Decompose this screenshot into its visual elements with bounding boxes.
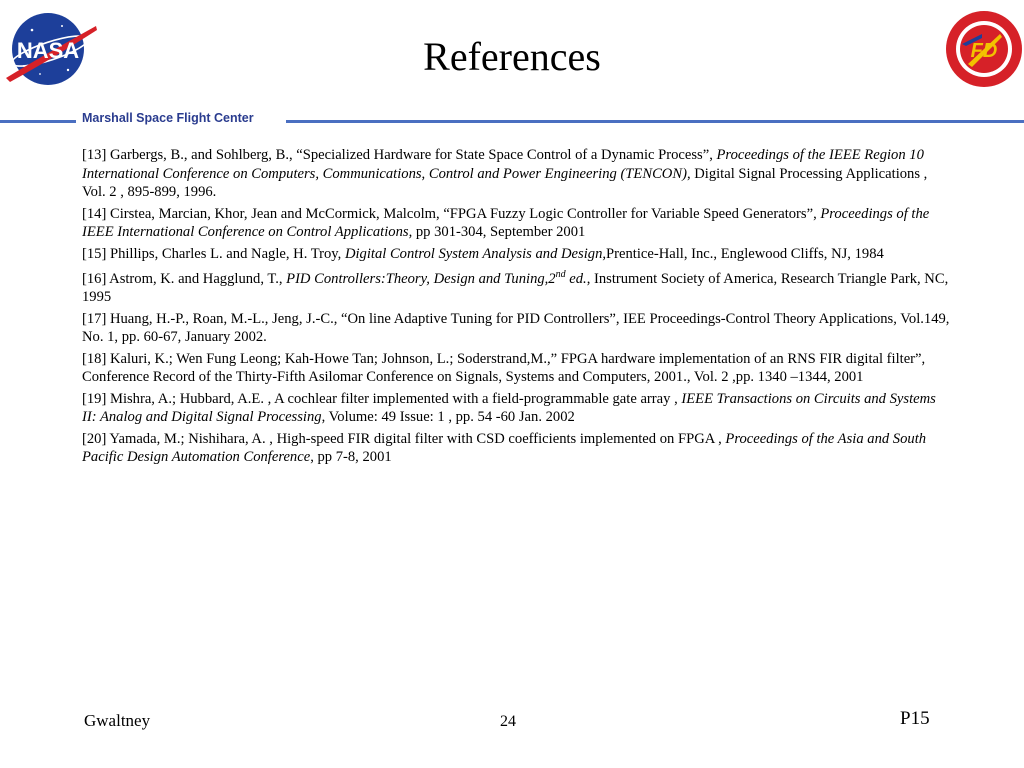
reference-item [82,310,954,347]
reference-text: [16] Astrom, K. and Hagglund, T., [82,270,287,287]
header-divider-right [286,120,1024,123]
fd-logo-wordmark: FD [970,40,998,62]
reference-text: [19] Mishra, A.; Hubbard, A.E. , A cochlear filter implemented with a field-programmable gate array , [82,390,682,407]
reference-italic-text: PID Controllers:Theory, Design and Tuning,2 [286,270,556,287]
reference-list [82,146,954,470]
reference-text: [17] Huang, H.-P., Roan, M.-L., Jeng, J.-C., “On line Adaptive Tuning for PID Controllers”, IEE Proceedings-Control Theory Applications, Vol.149, No. 1, pp. 60-67, January 2002. [82,310,950,346]
reference-item [82,390,954,427]
footer-page-number: 24 [500,713,516,730]
reference-text: [20] Yamada, M.; Nishihara, A. , High-speed FIR digital filter with CSD coefficients implemented on FPGA , [82,430,726,447]
reference-italic-text: nd [555,269,566,280]
reference-italic-text: Proceedings of the IEEE Region 10 International Conference on Computers, Communications, Control and Power Engineering (TENCON) [82,147,924,182]
nasa-logo-wordmark: NASA [16,38,80,63]
reference-text: Prentice-Hall, Inc., Englewood Cliffs, NJ, 1984 [606,245,884,262]
reference-italic-text: Proceedings of the IEEE International Conference on Control Applications, [82,205,930,240]
footer-code: P15 [900,708,930,729]
reference-italic-text: Proceedings of the Asia and South Pacific Design Automation Conference [82,430,927,466]
reference-italic-text: IEEE Transactions on Circuits and Systems II: Analog and Digital Signal Processing [82,390,936,426]
reference-text: [15] Phillips, Charles L. and Nagle, H. Troy, [82,245,345,262]
reference-item [82,146,954,202]
reference-text: , Digital Signal Processing Applications , Vol. 2 , 895-899, 1996. [82,165,928,200]
reference-italic-text: ed. [565,270,587,287]
reference-text: , pp 7-8, 2001 [310,449,392,466]
reference-text: [14] Cirstea, Marcian, Khor, Jean and McCormick, Malcolm, “FPGA Fuzzy Logic Controller for Variable Speed Generators”, [82,205,821,222]
page-title: References [423,34,601,79]
reference-italic-text: Digital Control System Analysis and Design, [344,245,607,262]
footer-author: Gwaltney [84,711,151,730]
reference-item [82,430,954,467]
reference-item [82,245,954,264]
reference-item [82,350,954,387]
reference-text: pp 301-304, September 2001 [412,224,586,240]
reference-item [82,266,954,307]
header-divider-left [0,120,76,123]
reference-item [82,205,954,242]
reference-text: , Volume: 49 Issue: 1 , pp. 54 -60 Jan. 2002 [321,409,575,426]
reference-text: , Instrument Society of America, Research Triangle Park, NC, 1995 [82,270,949,306]
reference-text: [18] Kaluri, K.; Wen Fung Leong; Kah-Howe Tan; Johnson, L.; Soderstrand,M.,” FPGA hardware implementation of an RNS FIR digital filter”, Conference Record of the Thirty-Fifth Asilomar Conference on Signals, Systems and Computers, 2001., Vol. 2 ,pp. 1340 –1344, 2001 [82,350,926,386]
center-name-label: Marshall Space Flight Center [82,111,254,125]
reference-text: [13] Garbergs, B., and Sohlberg, B., “Specialized Hardware for State Space Control of a Dynamic Process”, [82,147,717,163]
